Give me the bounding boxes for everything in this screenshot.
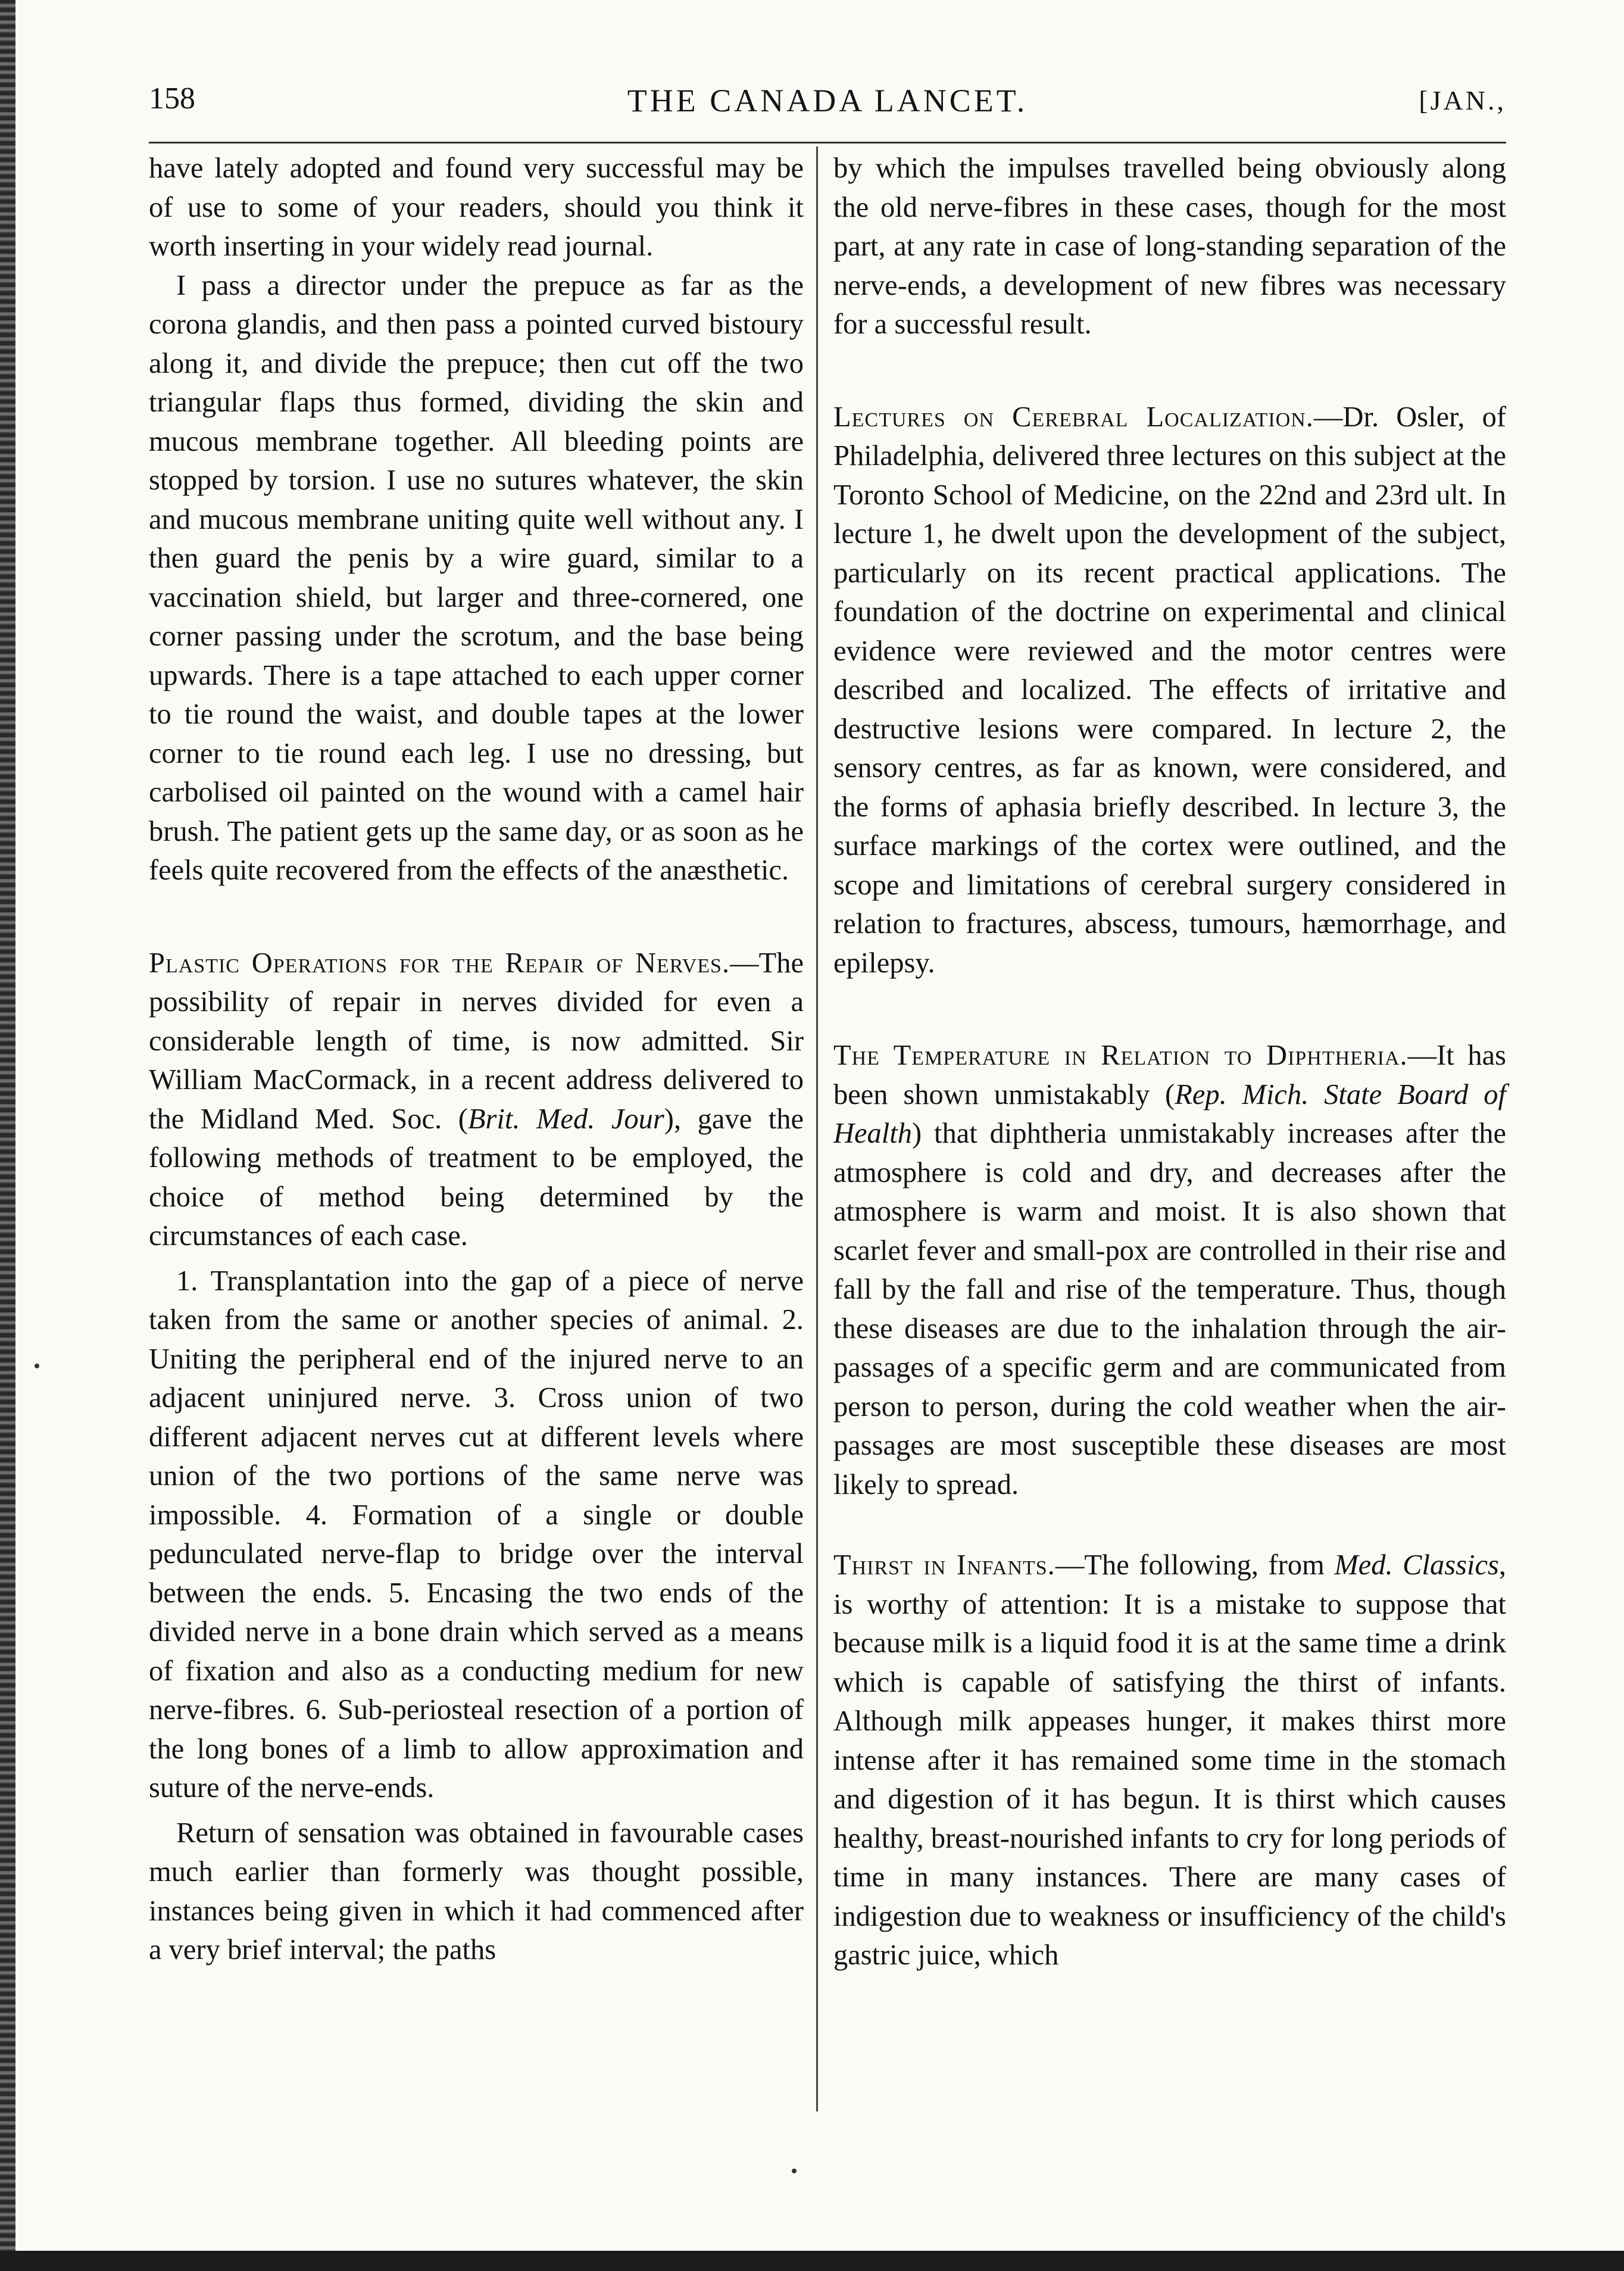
nerve-repair-methods: 1. Transplantation into the gap of a piece of nerve taken from the same or another species of animal. 2. Uniting the peripheral end of the injured nerve to an adjacent uninjured nerve. 3. Cross union of two different adjacent nerves cut at different levels where union of the two portions of the same nerve was impossible. 4. Formation of a single or double pedunculated nerve-flap to bridge over the interval between the ends. 5. Encasing the two ends of the divided nerve in a bone drain which served as a means of fixation and also as a conducting medium for new nerve-fibres. 6. Sub-periosteal resection of a portion of the long bones of a limb to allow approximation and suture of the nerve-ends. bbox=[149, 1265, 804, 1804]
page-speck bbox=[792, 2169, 797, 2173]
letter-continuation: have lately adopted and found very successful may be of use to some of your readers, should you think it worth inserting in your widely read journal. bbox=[149, 152, 804, 262]
cerebral-localization-body: —Dr. Osler, of Philadelphia, delivered three lectures on this subject at the Toronto School of Medicine, on the 22nd and 23rd ult. In lecture 1, he dwelt upon the development of the subject, particularly on its recent practical applications. The foundation of the doctrine on experimental and clinical evidence were reviewed and the motor centres were described and localized. The effects of irritative and destructive lesions were compared. In lecture 2, the sensory centres, as far as known, were considered, and the forms of aphasia briefly described. In lecture 3, the surface markings of the cortex were outlined, and the scope and limitations of cerebral surgery considered in relation to fractures, abscess, tumours, hæmorrhage, and epilepsy. bbox=[833, 401, 1506, 979]
plastic-intro-part1: —The possibility of repair in nerves divided for even a considerable length of time, is now admitted. Sir William MacCormack, in a recent address delivered to the Midland Med. Soc. ( bbox=[149, 947, 804, 1135]
page-number: 158 bbox=[149, 82, 195, 116]
thirst-body-part1: —The following, from bbox=[1055, 1549, 1335, 1581]
header-rule bbox=[149, 142, 1506, 144]
diphtheria-article bbox=[833, 1036, 1506, 1504]
running-header bbox=[149, 76, 1506, 136]
plastic-source: Brit. Med. Jour bbox=[467, 1103, 664, 1135]
margin-speck bbox=[35, 1364, 39, 1368]
right-column bbox=[833, 149, 1506, 1975]
plastic-intro-part2: ), gave the following methods of treatment to be employed, the choice of method being determined by the circumstances of each case. bbox=[149, 1103, 804, 1252]
diphtheria-body-part2: ) that diphtheria unmistakably increases after the atmosphere is cold and dry, and decreases after the atmosphere is warm and moist. It is also shown that scarlet fever and small-pox are controlled in their rise and fall by the fall and rise of the temperature. Thus, though these diseases are due to the inhalation through the air-passages of a specific germ and are communicated from person to person, during the cold weather when the air-passages are most susceptible these diseases are most likely to spread. bbox=[833, 1118, 1506, 1501]
diphtheria-body-part1: —It has been shown unmistakably ( bbox=[833, 1040, 1506, 1110]
thirst-body-part2: , is worthy of attention: It is a mistake to suppose that because milk is a liquid food it is at the same time a drink which is capable of satisfying the thirst of infants. Although milk appeases hunger, it makes thirst more intense after it has remained some time in the stomach and digestion of it has begun. It is thirst which causes healthy, breast-nourished infants to cry for long periods of time in many instances. There are many cases of indigestion due to weakness or insufficiency of the child's gastric juice, which bbox=[833, 1549, 1506, 1971]
plastic-operations-article bbox=[149, 944, 804, 1256]
return-of-sensation-paragraph: Return of sensation was obtained in favourable cases much earlier than formerly was thought possible, instances being given in which it had commenced after a very brief interval; the paths bbox=[149, 1817, 804, 1966]
page-binding-edge bbox=[0, 0, 15, 2271]
cerebral-localization-article bbox=[833, 398, 1506, 983]
diphtheria-source: Rep. Mich. State Board of Health bbox=[833, 1078, 1506, 1149]
column-divider bbox=[816, 146, 818, 2111]
nerve-article-continuation: by which the impulses travelled being obviously along the old nerve-fibres in these cases, though for the most part, at any rate in case of long-standing separation of the nerve-ends, a development of new fibres was necessary for a successful result. bbox=[833, 152, 1506, 340]
procedure-paragraph: I pass a director under the prepuce as far as the corona glandis, and then pass a pointed curved bistoury along it, and divide the prepuce; then cut off the two triangular flaps thus formed, dividing the skin and mucous membrane together. All bleeding points are stopped by torsion. I use no sutures whatever, the skin and mucous membrane uniting quite well without any. I then guard the penis by a wire guard, similar to a vaccination shield, but larger and three-cornered, one corner passing under the scrotum, and the base being upwards. There is a tape attached to each upper corner to tie round the waist, and double tapes at the lower corner to tie round each leg. I use no dressing, but carbolised oil painted on the wound with a camel hair brush. The patient gets up the same day, or as soon as he feels quite recovered from the effects of the anæsthetic. bbox=[149, 269, 804, 886]
plastic-operations-heading: Plastic Operations for the Repair of Nerves. bbox=[149, 947, 730, 979]
thirst-in-infants-article bbox=[833, 1546, 1506, 1975]
thirst-source: Med. Classics bbox=[1334, 1549, 1499, 1581]
left-column bbox=[149, 149, 804, 1970]
issue-month: [JAN., bbox=[1419, 85, 1506, 116]
journal-title: THE CANADA LANCET. bbox=[627, 83, 1028, 118]
page-bottom-edge bbox=[0, 2251, 1624, 2271]
thirst-in-infants-heading: Thirst in Infants. bbox=[833, 1549, 1055, 1581]
cerebral-localization-heading: Lectures on Cerebral Localization. bbox=[833, 401, 1314, 433]
diphtheria-heading: The Temperature in Relation to Diphtheria. bbox=[833, 1040, 1408, 1071]
